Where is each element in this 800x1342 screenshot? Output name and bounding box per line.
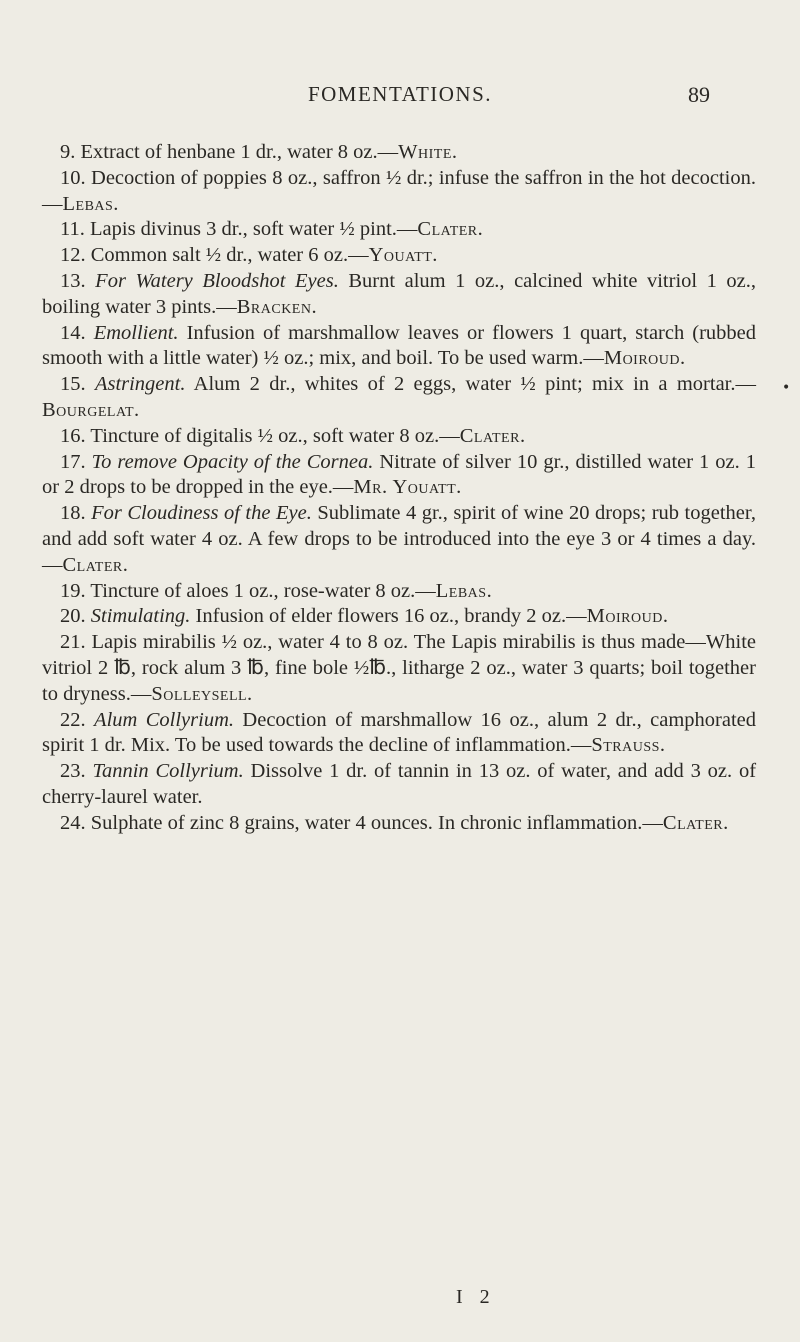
entry-author: White. [398, 141, 458, 163]
entry-number: 23. [60, 760, 86, 783]
entry-author: Clater. [662, 811, 729, 834]
entry-title: For Cloudiness of the Eye. [91, 502, 312, 525]
entry-text: Nitrate of silver 10 gr., distilled water 1 oz. 1 or 2 drops to be dropped in the eye.— [42, 450, 756, 499]
recipe-entry [42, 579, 756, 605]
recipe-entry [42, 424, 756, 450]
entry-text: Lapis divinus 3 dr., soft water ½ pint.— [90, 218, 418, 241]
entry-text: Decoction of poppies 8 oz., saffron ½ dr.; infuse the saffron in the hot decoction.— [42, 166, 756, 215]
recipe-entry [42, 604, 756, 630]
entry-number: 13. [60, 269, 86, 292]
recipe-entry [42, 501, 756, 578]
entry-author: Solleysell. [151, 682, 253, 705]
entry-title: For Watery Bloodshot Eyes. [95, 269, 339, 292]
entry-number: 9. [60, 141, 76, 163]
entry-title: Emollient. [93, 321, 179, 344]
margin-mark: • [782, 380, 791, 396]
entry-number: 12. [60, 244, 86, 267]
recipe-entry [42, 759, 756, 811]
recipe-entry [42, 269, 756, 321]
running-title: FOMENTATIONS. [307, 82, 493, 106]
entry-text: Tincture of digitalis ½ oz., soft water 8 oz.— [90, 424, 460, 447]
recipe-entry [42, 166, 756, 218]
entry-author: Strauss. [591, 734, 666, 757]
recipe-entry [42, 140, 756, 166]
entry-author: Clater. [62, 553, 129, 576]
entry-text: Extract of henbane 1 dr., water 8 oz.— [80, 141, 399, 163]
recipe-entry [42, 811, 756, 837]
entry-text: Decoction of marshmallow 16 oz., alum 2 dr., camphorated spirit 1 dr. Mix. To be used towards the decline of inflammation.— [42, 708, 757, 757]
entry-title: Alum Collyrium. [94, 708, 234, 731]
entry-number: 16. [60, 424, 86, 447]
entry-author: Bracken. [236, 295, 318, 318]
signature-mark: I 2 [456, 1286, 496, 1308]
entry-number: 14. [60, 321, 86, 344]
entry-text: Sublimate 4 gr., spirit of wine 20 drops; rub together, and add soft water 4 oz. A few drops to be introduced into the eye 3 or 4 times a day.— [42, 502, 756, 576]
entry-number: 24. [60, 811, 86, 834]
recipe-entry [42, 630, 756, 707]
entry-number: 15. [60, 373, 86, 396]
recipe-entry [42, 321, 756, 373]
entry-number: 19. [60, 579, 86, 602]
entry-author: Moiroud. [586, 605, 669, 628]
entry-text: Alum 2 dr., whites of 2 eggs, water ½ pint; mix in a mortar.— [193, 373, 756, 396]
entry-number: 20. [60, 605, 86, 628]
entry-number: 17. [60, 450, 86, 473]
entry-text: Common salt ½ dr., water 6 oz.— [90, 244, 369, 267]
recipe-entry [42, 450, 756, 502]
entry-author: Mr. Youatt. [353, 476, 462, 499]
entry-title: Tannin Collyrium. [92, 760, 244, 783]
entry-text: Tincture of aloes 1 oz., rose-water 8 oz.— [90, 579, 436, 602]
page-number: 89 [688, 82, 710, 107]
entry-author: Bourgelat. [42, 398, 140, 421]
page-header [90, 82, 710, 114]
recipe-entry [42, 708, 756, 760]
entry-text: Infusion of elder flowers 16 oz., brandy 2 oz.— [195, 605, 587, 628]
entry-text: Infusion of marshmallow leaves or flowers 1 quart, starch (rubbed smooth with a little water) ½ oz.; mix, and boil. To be used warm.— [42, 321, 757, 370]
entry-author: Lebas. [62, 192, 119, 215]
entry-author: Moiroud. [603, 347, 686, 370]
entry-author: Youatt. [368, 244, 438, 267]
recipe-entry [42, 217, 756, 243]
entry-title: To remove Opacity of the Cornea. [91, 450, 374, 473]
entry-author: Clater. [459, 424, 526, 447]
recipe-entry [42, 243, 756, 269]
entry-number: 11. [60, 218, 85, 241]
entry-number: 21. [60, 631, 86, 654]
entry-author: Lebas. [435, 579, 493, 602]
entry-text: Dissolve 1 dr. of tannin in 13 oz. of water, and add 3 oz. of cherry-laurel water. [42, 760, 757, 808]
entry-text: Burnt alum 1 oz., calcined white vitriol 1 oz., boiling water 3 pints.— [42, 269, 757, 318]
entry-text: Lapis mirabilis ½ oz., water 4 to 8 oz. The Lapis mirabilis is thus made—White vitriol 2 ℔, rock alum 3 ℔, fine bole ½℔., litharge 2 oz., water 3 quarts; boil together to dryness.— [42, 631, 756, 705]
entry-number: 10. [60, 166, 86, 189]
entry-number: 22. [60, 708, 86, 731]
entry-title: Stimulating. [90, 605, 191, 628]
entry-number: 18. [60, 502, 86, 525]
recipe-entry [42, 372, 756, 424]
entry-title: Astringent. [94, 373, 186, 396]
recipe-list [42, 140, 756, 837]
entry-text: Sulphate of zinc 8 grains, water 4 ounces. In chronic inflammation.— [90, 811, 663, 834]
entry-author: Clater. [417, 218, 484, 241]
